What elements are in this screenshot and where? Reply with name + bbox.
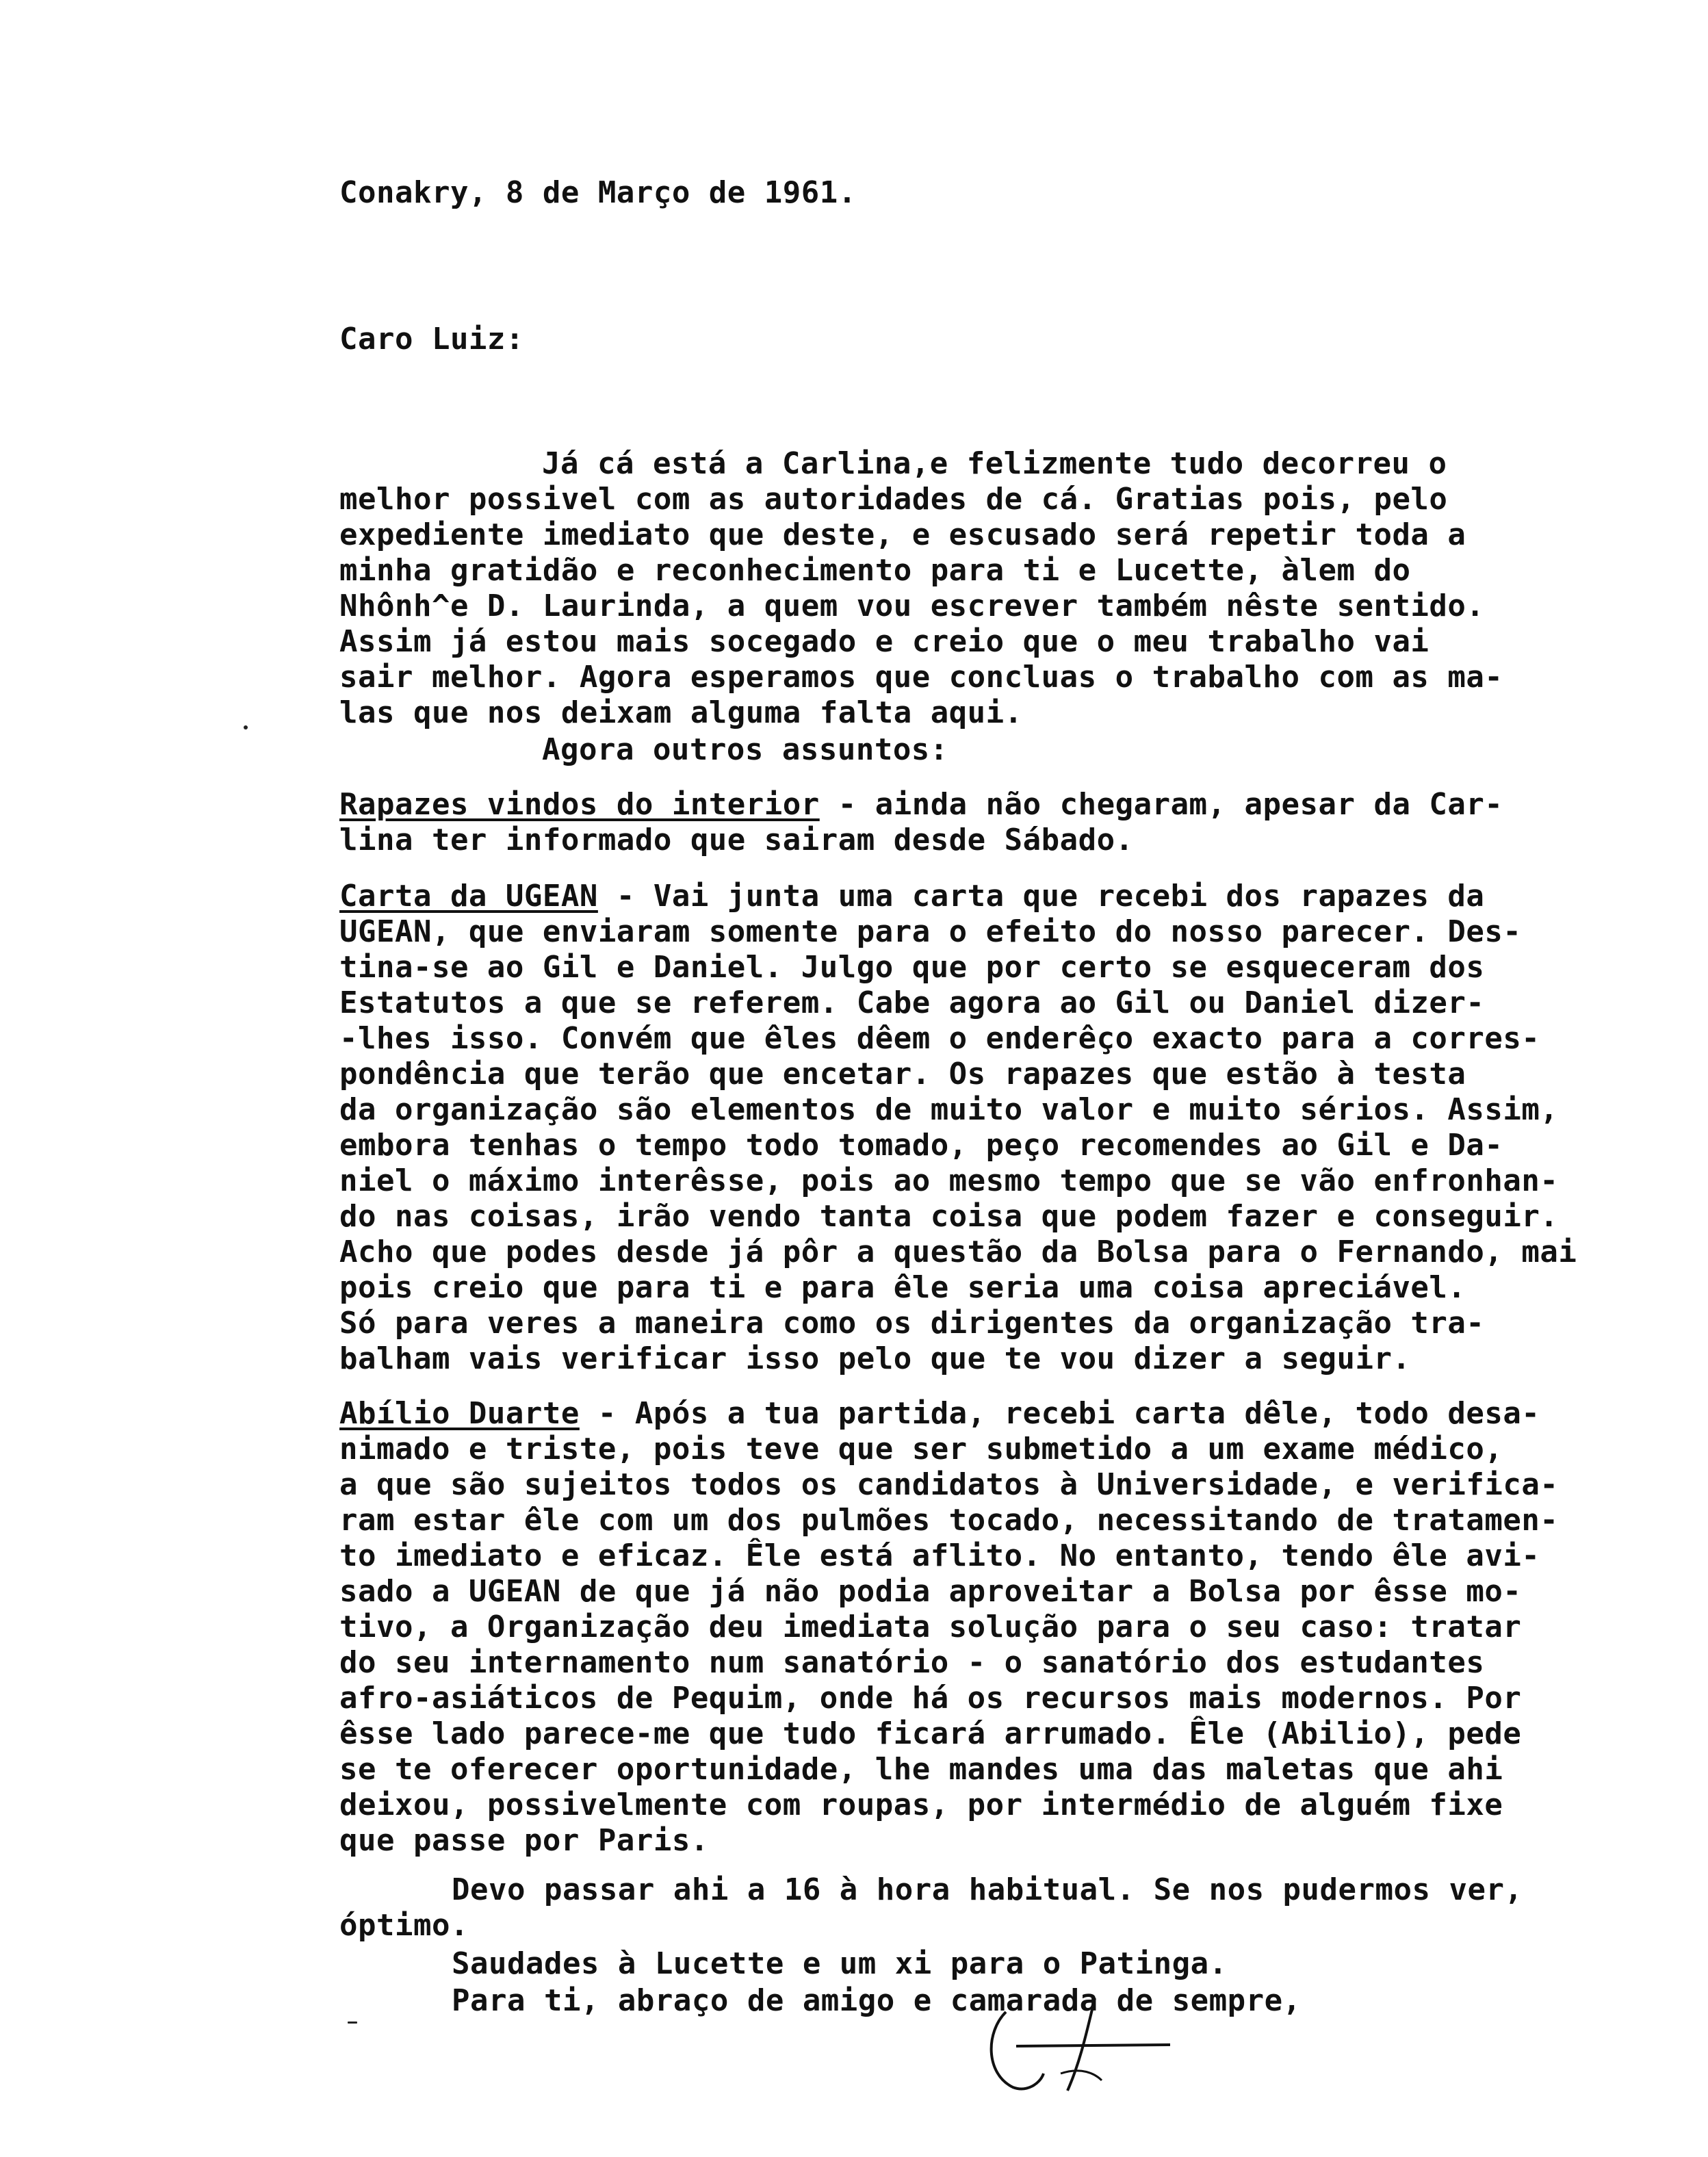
section-ugean-line: -lhes isso. Convém que êles dêem o enderêço exacto para a corres-: [339, 1021, 1540, 1056]
closing-line: óptimo.: [339, 1908, 469, 1943]
section-abilio-line: do seu internamento num sanatório - o sanatório dos estudantes: [339, 1645, 1485, 1680]
closing-line: Saudades à Lucette e um xi para o Patinga.: [452, 1946, 1228, 1981]
section-rapazes-heading: Rapazes vindos do interior: [339, 787, 820, 822]
closing-line: Para ti, abraço de amigo e camarada de sempre,: [452, 1983, 1302, 2018]
section-ugean-line: embora tenhas o tempo todo tomado, peço recomendes ao Gil e Da-: [339, 1128, 1503, 1163]
paragraph1-line: Assim já estou mais socegado e creio que o meu trabalho vai: [339, 624, 1429, 659]
section-abilio-line: deixou, possivelmente com roupas, por intermédio de alguém fixe: [339, 1787, 1503, 1822]
scan-speck: [348, 2022, 357, 2024]
section-ugean-line: niel o máximo interêsse, pois ao mesmo tempo que se vão enfronhan-: [339, 1163, 1559, 1198]
section-abilio-line: ram estar êle com um dos pulmões tocado, necessitando de tratamen-: [339, 1503, 1559, 1538]
section-ugean-line: balham vais verificar isso pelo que te vou dizer a seguir.: [339, 1341, 1411, 1376]
paragraph1-line: expediente imediato que deste, e escusado será repetir toda a: [339, 517, 1466, 552]
section-ugean-line: tina-se ao Gil e Daniel. Julgo que por certo se esqueceram dos: [339, 950, 1485, 985]
section-abilio-first-line: [339, 1396, 1540, 1432]
section-abilio-line: se te oferecer oportunidade, lhe mandes uma das maletas que ahi: [339, 1752, 1503, 1787]
letter-date: Conakry, 8 de Março de 1961.: [339, 175, 857, 210]
section-abilio-heading: Abílio Duarte: [339, 1396, 580, 1431]
section-ugean-text: - Vai junta uma carta que recebi dos rapazes da: [597, 879, 1485, 914]
section-ugean-line: UGEAN, que enviaram somente para o efeito do nosso parecer. Des-: [339, 914, 1522, 949]
section-ugean-line: da organização são elementos de muito valor e muito sérios. Assim,: [339, 1092, 1559, 1127]
section-abilio-line: sado a UGEAN de que já não podia aproveitar a Bolsa por êsse mo-: [339, 1574, 1522, 1609]
section-abilio-line: tivo, a Organização deu imediata solução para o seu caso: tratar: [339, 1610, 1522, 1644]
section-abilio-line: a que são sujeitos todos os candidatos à Universidade, e verifica-: [339, 1467, 1559, 1502]
section-ugean-line: pondência que terão que encetar. Os rapazes que estão à testa: [339, 1057, 1466, 1092]
section-ugean-line: pois creio que para ti e para êle seria uma coisa apreciável.: [339, 1270, 1466, 1305]
section-rapazes-line: lina ter informado que sairam desde Sábado.: [339, 823, 1134, 857]
paragraph1-line: Nhônh^e D. Laurinda, a quem vou escrever também nêste sentido.: [339, 589, 1485, 623]
section-rapazes-first-line: [339, 787, 1503, 823]
section-abilio-line: nimado e triste, pois teve que ser submetido a um exame médico,: [339, 1432, 1503, 1467]
section-abilio-text: - Após a tua partida, recebi carta dêle, todo desa-: [579, 1396, 1540, 1431]
paragraph1-line: melhor possivel com as autoridades de cá. Gratias pois, pelo: [339, 482, 1448, 517]
section-ugean-line: Estatutos a que se referem. Cabe agora ao Gil ou Daniel dizer-: [339, 985, 1485, 1020]
paragraph1-line: Já cá está a Carlina,e felizmente tudo decorreu o: [542, 446, 1447, 481]
section-abilio-line: que passe por Paris.: [339, 1823, 709, 1858]
paragraph1-line: Agora outros assuntos:: [542, 732, 948, 767]
section-abilio-line: to imediato e eficaz. Êle está aflito. No entanto, tendo êle avi-: [339, 1538, 1540, 1573]
section-ugean-line: do nas coisas, irão vendo tanta coisa que podem fazer e conseguir.: [339, 1199, 1559, 1234]
paragraph1-line: sair melhor. Agora esperamos que concluas o trabalho com as ma-: [339, 660, 1503, 695]
scan-speck: [244, 725, 248, 729]
section-rapazes-text: - ainda não chegaram, apesar da Car-: [819, 787, 1503, 822]
letter-salutation: Caro Luiz:: [339, 322, 524, 357]
section-ugean-first-line: [339, 879, 1484, 914]
section-ugean-line: Acho que podes desde já pôr a questão da Bolsa para o Fernando, mai: [339, 1235, 1577, 1269]
section-abilio-line: êsse lado parece-me que tudo ficará arrumado. Êle (Abilio), pede: [339, 1716, 1522, 1751]
closing-line: Devo passar ahi a 16 à hora habitual. Se nos pudermos ver,: [452, 1872, 1523, 1907]
section-ugean-heading: Carta da UGEAN: [339, 879, 598, 914]
handwritten-signature: [979, 1971, 1198, 2108]
section-abilio-line: afro-asiáticos de Pequim, onde há os recursos mais modernos. Por: [339, 1681, 1522, 1716]
paragraph1-line: las que nos deixam alguma falta aqui.: [339, 695, 1023, 730]
paragraph1-line: minha gratidão e reconhecimento para ti e Lucette, àlem do: [339, 553, 1411, 588]
section-ugean-line: Só para veres a maneira como os dirigentes da organização tra-: [339, 1306, 1485, 1341]
